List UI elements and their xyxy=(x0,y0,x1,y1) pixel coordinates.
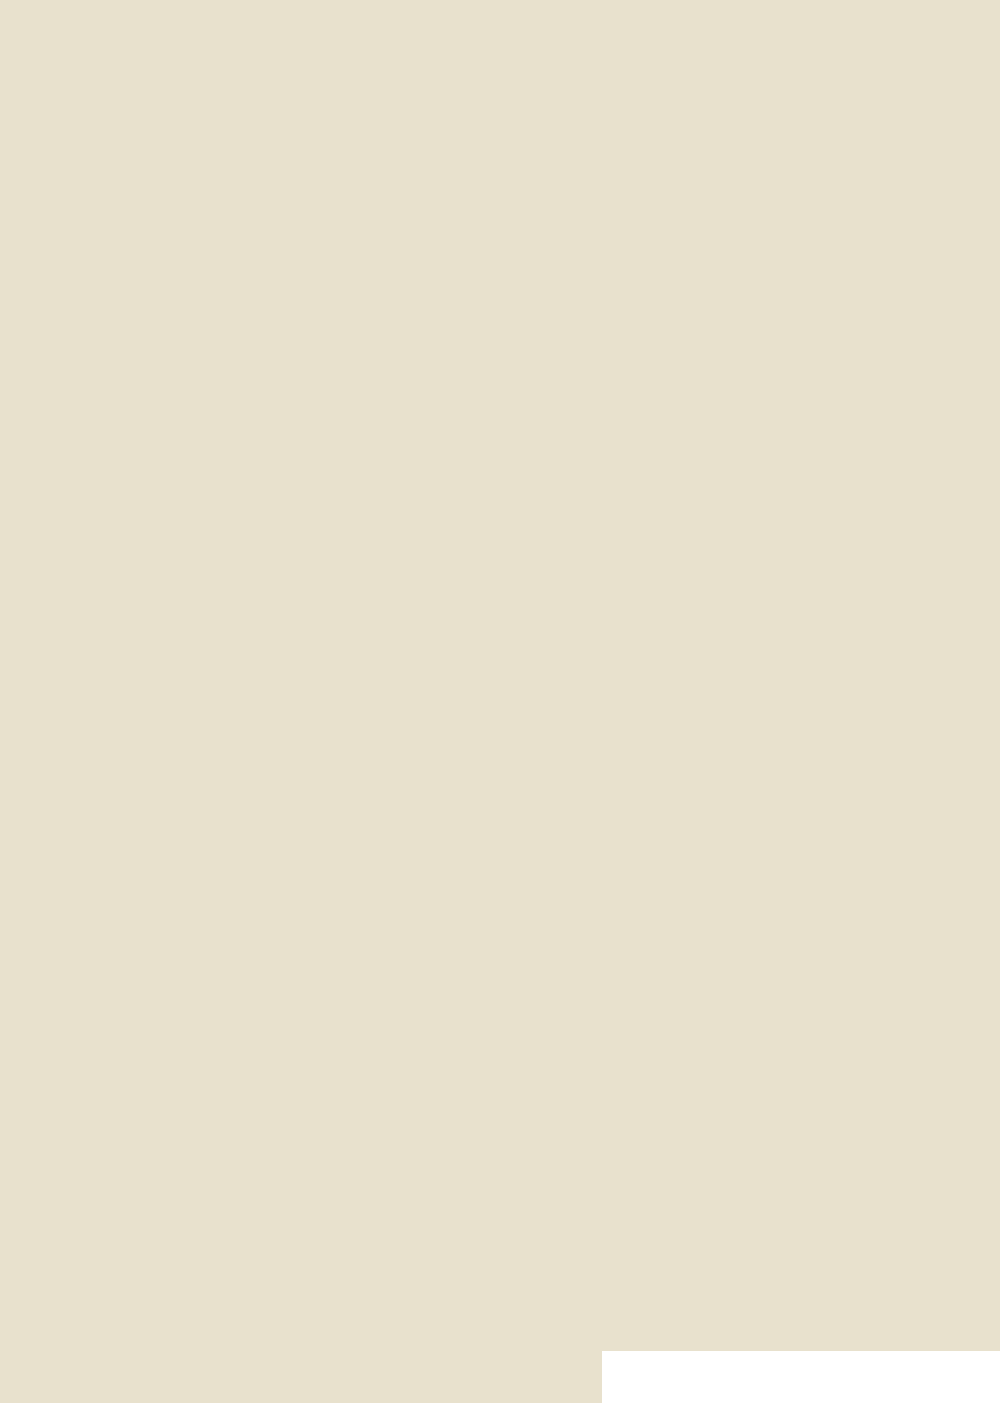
biography-section xyxy=(108,180,898,735)
poem-and-commentary-section xyxy=(108,795,898,1385)
publisher-watermark xyxy=(602,1351,1000,1403)
